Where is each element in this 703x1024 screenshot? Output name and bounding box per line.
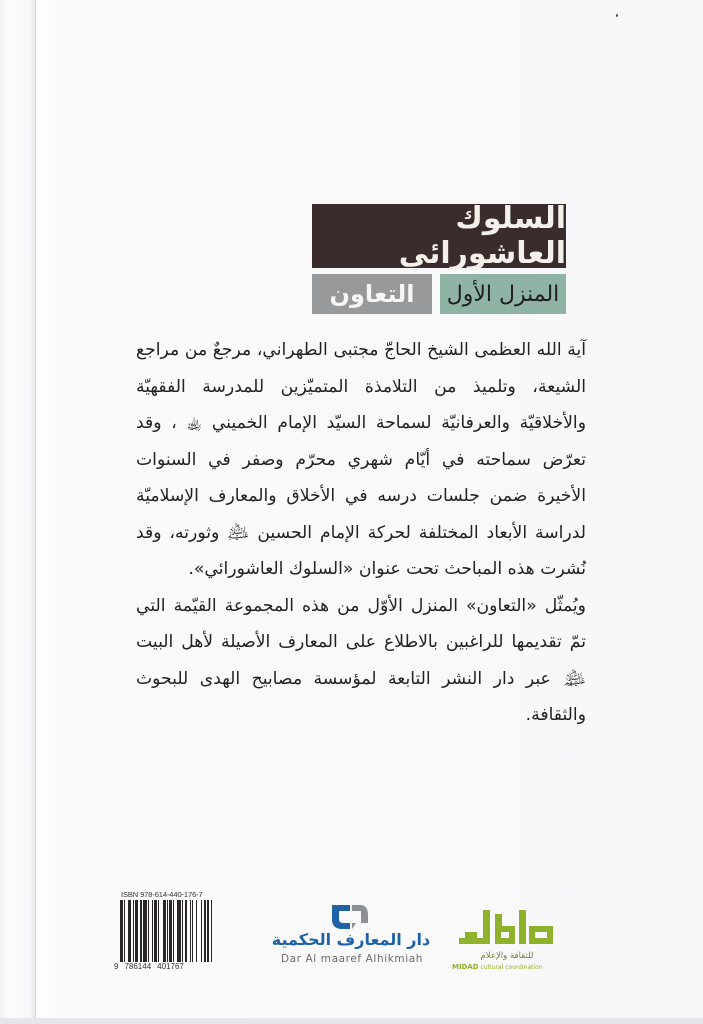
- publisher-name-english: Dar Al maaref Alhikmiah: [280, 953, 424, 965]
- cover-bottom-edge: [0, 1018, 703, 1024]
- barcode-icon: [120, 900, 214, 962]
- barcode-digits: [114, 962, 224, 971]
- book-title: السلوك العاشورائي: [398, 201, 566, 271]
- description-paragraph-1: آية الله العظمى الشيخ الحاجّ مجتبى الطهراني، مرجعٌ من مراجع الشيعة، وتلميذ من التلامذة المتميّزين للمدرسة الفقهيّة والأخلاقيّة والعرفانيّة لسماحة السيّد الإمام الخميني ﵀ ، وقد تعرّض سماحته في أيّام شهري محرّم وصفر في السنوات الأخيرة ضمن جلسات درسه في الأخلاق والمعارف الإسلاميّة لدراسة الأبعاد المختلفة لحركة الإمام الحسين ﵇ وثورته، وقد نُشرت هذه المباحث تحت عنوان «السلوك العاشورائي».: [136, 340, 586, 579]
- print-speck: [616, 14, 618, 17]
- partner-name-arabic: للثقافة والإعلام: [480, 951, 534, 961]
- publisher-name-arabic: دار المعارف الحكمية: [271, 930, 431, 949]
- dar-al-maaref-logo-icon: [330, 903, 370, 931]
- part-title-box: [312, 274, 432, 314]
- part-title: التعاون: [329, 280, 415, 308]
- book-title-box: [312, 201, 566, 271]
- description-paragraph-2: ويُمثّل «التعاون» المنزل الأوّل من هذه المجموعة القيّمة التي تمّ تقديمها للراغبين بالاطلاع على المعارف الأصيلة لأهل البيت ﵈ عبر دار النشر التابعة لمؤسسة مصابيح الهدى للبحوث والثقافة.: [136, 595, 586, 725]
- spine-fold: [35, 0, 36, 1024]
- part-label: المنزل الأول: [446, 281, 560, 307]
- barcode-lead-digit: 9: [114, 962, 119, 971]
- barcode-left-digits: 786144: [124, 962, 152, 971]
- barcode-right-digits: 401767: [157, 962, 184, 971]
- partner-brand: MIDAD: [452, 963, 479, 971]
- partner-tagline: cultural coordination: [480, 964, 543, 971]
- book-description: [136, 332, 586, 734]
- part-label-box: [440, 274, 566, 314]
- partner-name-english: [452, 963, 564, 971]
- midad-logo-icon: [455, 906, 557, 950]
- isbn-label: ISBN 978-614-440-176-7: [121, 890, 203, 899]
